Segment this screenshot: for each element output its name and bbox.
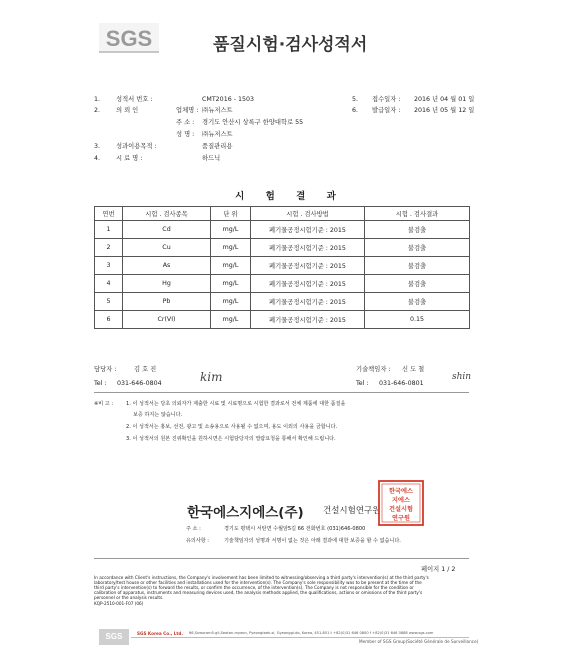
table-cell: mg/L xyxy=(211,239,251,257)
form-code: KQP-2510-001-F07 (06) xyxy=(94,601,144,606)
table-cell: Cr(VI) xyxy=(123,311,211,329)
table-cell: 폐기물공정시험기준 : 2015 xyxy=(251,221,365,239)
tech-manager-label: 기술책임자 : xyxy=(356,366,391,373)
page-number: 페이지 1 / 2 xyxy=(421,566,456,573)
notice-text: 기술책임자의 성명과 서명이 없는 것은 아래 결과에 대한 보증을 할 수 없습니다. xyxy=(224,538,401,544)
sgs-logo xyxy=(99,23,159,53)
document-title: 품질시험·검사성적서 xyxy=(213,35,368,55)
info-label: 의 뢰 인 xyxy=(116,107,139,114)
tester-tel-block xyxy=(94,380,162,388)
table-cell: 4 xyxy=(95,275,123,293)
table-cell: 3 xyxy=(95,257,123,275)
footer xyxy=(99,629,479,647)
info-num: 6. xyxy=(352,107,359,114)
info-value: CMT2016 - 1503 xyxy=(202,96,255,103)
info-num: 4. xyxy=(94,155,101,162)
info-label: 발급일자 : xyxy=(372,107,401,114)
table-cell: Hg xyxy=(123,275,211,293)
table-row xyxy=(95,221,470,239)
results-table xyxy=(94,206,470,329)
table-cell: mg/L xyxy=(211,275,251,293)
table-cell: 불검출 xyxy=(365,257,470,275)
note-item: 2. 이 성적서는 홍보, 선전, 광고 및 소송용으로 사용될 수 없으며, 용도 이외의 사용을 금합니다. xyxy=(126,424,338,430)
table-cell: mg/L xyxy=(211,257,251,275)
table-cell: mg/L xyxy=(211,293,251,311)
table-cell: 폐기물공정시험기준 : 2015 xyxy=(251,293,365,311)
tech-manager-name: 신 도 철 xyxy=(402,366,425,373)
footer-divider xyxy=(131,637,469,638)
info-label: 시 료 명 : xyxy=(116,155,143,162)
divider xyxy=(94,392,469,393)
info-sub-label: 주 소 : xyxy=(176,119,195,126)
table-cell: Pb xyxy=(123,293,211,311)
table-cell: Cd xyxy=(123,221,211,239)
info-num: 3. xyxy=(94,143,101,150)
address-label: 주 소 : xyxy=(186,526,201,532)
info-value: 경기도 안산시 상록구 한양대학로 55 xyxy=(202,119,304,126)
disclaimer-line: third party's intervention(s) to forward the results, or confirm the occurrence, of the intervention(s). The Company is not responsible for the condition or xyxy=(94,585,414,590)
info-value: 2016 년 04 월 01 일 xyxy=(414,96,475,103)
tester-tel: 031-646-0804 xyxy=(117,380,162,387)
table-row xyxy=(95,293,470,311)
tech-manager-tel: 031-646-0801 xyxy=(379,380,424,387)
info-value: 2016 년 05 월 12 일 xyxy=(414,107,475,114)
company-name: 한국에스지에스(주) xyxy=(187,505,304,521)
column-header: 시험 . 검사종목 xyxy=(123,207,211,221)
table-cell: 1 xyxy=(95,221,123,239)
svg-text:건설시험: 건설시험 xyxy=(389,506,413,513)
tester-signature: kim xyxy=(200,370,223,384)
column-header: 단 위 xyxy=(211,207,251,221)
table-cell: 0.15 xyxy=(365,311,470,329)
divider xyxy=(94,558,469,559)
tech-manager-signature: shin xyxy=(452,372,472,382)
column-header: 시험 . 검사결과 xyxy=(365,207,470,221)
results-title: 시 험 결 과 xyxy=(235,191,345,202)
institute-name: 건설시험연구원 xyxy=(323,506,381,516)
company-address: 경기도 평택시 서탄면 수월암5길 66 전화번호 (031)646-0800 xyxy=(224,526,366,532)
table-cell: mg/L xyxy=(211,221,251,239)
table-cell: 2 xyxy=(95,239,123,257)
note-item: 1. 이 성적서는 당초 의뢰자가 제출한 시료 및 시료명으로 시험한 결과로서 전체 제품에 대한 품질을 xyxy=(126,401,346,407)
info-value: 품질관리용 xyxy=(202,143,233,150)
info-sub-label: 업체명 : xyxy=(176,107,199,114)
tech-manager-block xyxy=(356,366,425,374)
footer-sgs-logo: SGS xyxy=(99,629,129,645)
tech-manager-tel-label: Tel : xyxy=(356,380,369,387)
table-cell: 불검출 xyxy=(365,239,470,257)
disclaimer-line: calibration of apparatus, instruments and measuring devices used, the analysis methods applied, the qualifications, actions or omissions of the third party's xyxy=(94,590,423,595)
table-row xyxy=(95,257,470,275)
table-cell: 폐기물공정시험기준 : 2015 xyxy=(251,239,365,257)
info-num: 5. xyxy=(352,96,359,103)
table-cell: Cu xyxy=(123,239,211,257)
info-value: 하드닉 xyxy=(202,155,221,162)
info-num: 1. xyxy=(94,96,101,103)
info-value: ㈜뉴저스트 xyxy=(202,107,233,114)
table-cell: mg/L xyxy=(211,311,251,329)
column-header: 연번 xyxy=(95,207,123,221)
column-header: 시험 . 검사방법 xyxy=(251,207,365,221)
info-sub-label: 성 명 : xyxy=(176,131,195,138)
table-cell: 5 xyxy=(95,293,123,311)
disclaimer-line: personnel or the analysis results. xyxy=(94,595,164,600)
tester-label: 담당자 : xyxy=(94,366,117,373)
footer-member: Member of SGS Group(Société Générale de Surveillance) xyxy=(359,639,479,644)
table-cell: 불검출 xyxy=(365,293,470,311)
footer-company: SGS Korea Co., Ltd. xyxy=(137,631,184,636)
table-cell: As xyxy=(123,257,211,275)
table-cell: 불검출 xyxy=(365,221,470,239)
svg-text:지에스: 지에스 xyxy=(392,497,410,504)
table-row xyxy=(95,311,470,329)
disclaimer-line: laboratory/test house or other facilities and installations used for the intervention(s). The Company's sole responsibility was to be present at the time of the xyxy=(94,580,422,585)
table-cell: 폐기물공정시험기준 : 2015 xyxy=(251,275,365,293)
notes-label: ※비 고 : xyxy=(94,401,114,407)
svg-text:한국에스: 한국에스 xyxy=(389,488,413,495)
note-item: 3. 이 성적서의 원본 진위확인을 원하시면은 시험담당자의 열람요청을 통해서 확인해 드립니다. xyxy=(126,436,336,442)
tester-name: 김 호 진 xyxy=(134,366,157,373)
table-row xyxy=(95,275,470,293)
table-header-row xyxy=(95,207,470,221)
footer-address: 66,Suworam5-gil,Seotan-myeon, Pyeongtaek-si, Gyeonggi-do, Korea, 451-851 t +82(0)31 646 0800 f +82(0)31 646 0888 www.sgs.com xyxy=(189,631,434,635)
svg-text:연구원: 연구원 xyxy=(392,515,410,522)
table-cell: 6 xyxy=(95,311,123,329)
disclaimer-line: In accordance with Client's instructions, the Company's involvement has been limited to witnessing/observing a third party's intervention(s) at the third party's xyxy=(94,575,429,580)
info-label: 성과이용목적 : xyxy=(116,143,157,150)
tester-block xyxy=(94,366,157,374)
notice-label: 유의사항 : xyxy=(186,538,210,544)
note-item: 보증 하지는 않습니다. xyxy=(133,412,183,418)
tech-manager-tel-block xyxy=(356,380,424,388)
table-cell: 폐기물공정시험기준 : 2015 xyxy=(251,257,365,275)
svg-text:SGS: SGS xyxy=(105,26,153,51)
table-cell: 폐기물공정시험기준 : 2015 xyxy=(251,311,365,329)
table-cell: 불검출 xyxy=(365,275,470,293)
company-seal xyxy=(378,480,424,526)
info-num: 2. xyxy=(94,107,101,114)
info-label: 성적서 번호 : xyxy=(116,96,153,103)
info-label: 접수일자 : xyxy=(372,96,401,103)
tester-tel-label: Tel : xyxy=(94,380,107,387)
table-row xyxy=(95,239,470,257)
info-value: ㈜뉴저스트 xyxy=(202,131,233,138)
